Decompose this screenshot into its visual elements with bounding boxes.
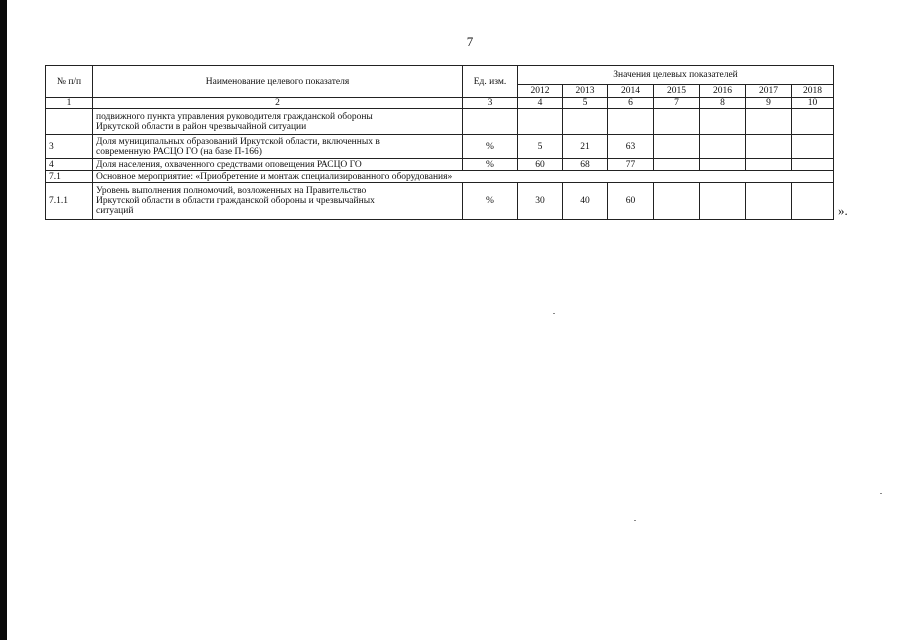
row-name-line: современную РАСЦО ГО (на базе П-166) xyxy=(96,146,262,157)
row-value: 21 xyxy=(563,135,608,159)
row-value xyxy=(608,109,654,135)
header-year: 2014 xyxy=(608,85,654,98)
row-value xyxy=(746,183,792,220)
row-value: 60 xyxy=(518,159,563,171)
column-number: 6 xyxy=(608,98,654,109)
row-unit: % xyxy=(463,159,518,171)
row-name-line: Уровень выполнения полномочий, возложенных на Правительство xyxy=(96,186,367,196)
column-number: 7 xyxy=(654,98,700,109)
table-row xyxy=(46,171,834,183)
row-value xyxy=(700,109,746,135)
header-year: 2016 xyxy=(700,85,746,98)
row-value: 30 xyxy=(518,183,563,220)
column-number: 8 xyxy=(700,98,746,109)
row-value: 5 xyxy=(518,135,563,159)
row-name xyxy=(93,135,463,159)
row-value xyxy=(563,109,608,135)
header-year: 2012 xyxy=(518,85,563,98)
row-name-line: Иркутской области в район чрезвычайной ситуации xyxy=(96,121,307,132)
column-number: 9 xyxy=(746,98,792,109)
header-year: 2017 xyxy=(746,85,792,98)
table-row xyxy=(46,135,834,159)
row-name xyxy=(93,183,463,220)
page-number: 7 xyxy=(466,34,474,49)
row-number: 7.1.1 xyxy=(46,183,93,220)
row-value xyxy=(746,135,792,159)
row-number: 3 xyxy=(46,135,93,159)
column-number-row xyxy=(46,98,834,109)
column-number: 2 xyxy=(93,98,463,109)
row-value xyxy=(654,109,700,135)
row-unit: % xyxy=(463,135,518,159)
row-value xyxy=(700,159,746,171)
header-name: Наименование целевого показателя xyxy=(93,66,463,98)
header-year: 2018 xyxy=(792,85,834,98)
row-value xyxy=(654,159,700,171)
scan-speck xyxy=(880,493,882,494)
header-values-group: Значения целевых показателей xyxy=(518,66,834,85)
row-value xyxy=(654,135,700,159)
row-name xyxy=(93,109,463,135)
row-value: 63 xyxy=(608,135,654,159)
row-value xyxy=(746,159,792,171)
column-number: 1 xyxy=(46,98,93,109)
header-year: 2013 xyxy=(563,85,608,98)
table-row xyxy=(46,159,834,171)
row-name-line: подвижного пункта управления руководителя гражданской обороны xyxy=(96,111,373,122)
row-value xyxy=(792,109,834,135)
header-row-main xyxy=(46,66,834,85)
row-number: 4 xyxy=(46,159,93,171)
row-merged-activity: Основное мероприятие: «Приобретение и монтаж специализированного оборудования» xyxy=(93,171,834,183)
table-row xyxy=(46,183,834,220)
scan-speck xyxy=(553,313,555,314)
row-value xyxy=(518,109,563,135)
row-value: 68 xyxy=(563,159,608,171)
row-unit xyxy=(463,109,518,135)
column-number: 5 xyxy=(563,98,608,109)
row-value xyxy=(700,183,746,220)
row-name-line: Доля населения, охваченного средствами оповещения РАСЦО ГО xyxy=(96,159,362,170)
table-row xyxy=(46,109,834,135)
header-unit: Ед. изм. xyxy=(463,66,518,98)
row-value xyxy=(792,159,834,171)
row-number: 7.1 xyxy=(46,171,93,183)
row-name-line: ситуаций xyxy=(96,206,134,216)
row-value xyxy=(792,183,834,220)
row-value xyxy=(746,109,792,135)
row-number xyxy=(46,109,93,135)
scan-edge-bar xyxy=(0,0,7,640)
row-value: 40 xyxy=(563,183,608,220)
row-name xyxy=(93,159,463,171)
row-name-line: Иркутской области в области гражданской обороны и чрезвычайных xyxy=(96,196,375,206)
header-number: № п/п xyxy=(46,66,93,98)
row-value: 77 xyxy=(608,159,654,171)
row-value xyxy=(654,183,700,220)
row-unit: % xyxy=(463,183,518,220)
row-value xyxy=(792,135,834,159)
closing-quote: ». xyxy=(838,203,848,218)
scan-speck xyxy=(634,520,636,521)
row-value: 60 xyxy=(608,183,654,220)
row-name-line: Доля муниципальных образований Иркутской области, включенных в xyxy=(96,136,380,147)
header-year: 2015 xyxy=(654,85,700,98)
column-number: 4 xyxy=(518,98,563,109)
row-value xyxy=(700,135,746,159)
column-number: 10 xyxy=(792,98,834,109)
column-number: 3 xyxy=(463,98,518,109)
indicators-table xyxy=(45,65,834,220)
